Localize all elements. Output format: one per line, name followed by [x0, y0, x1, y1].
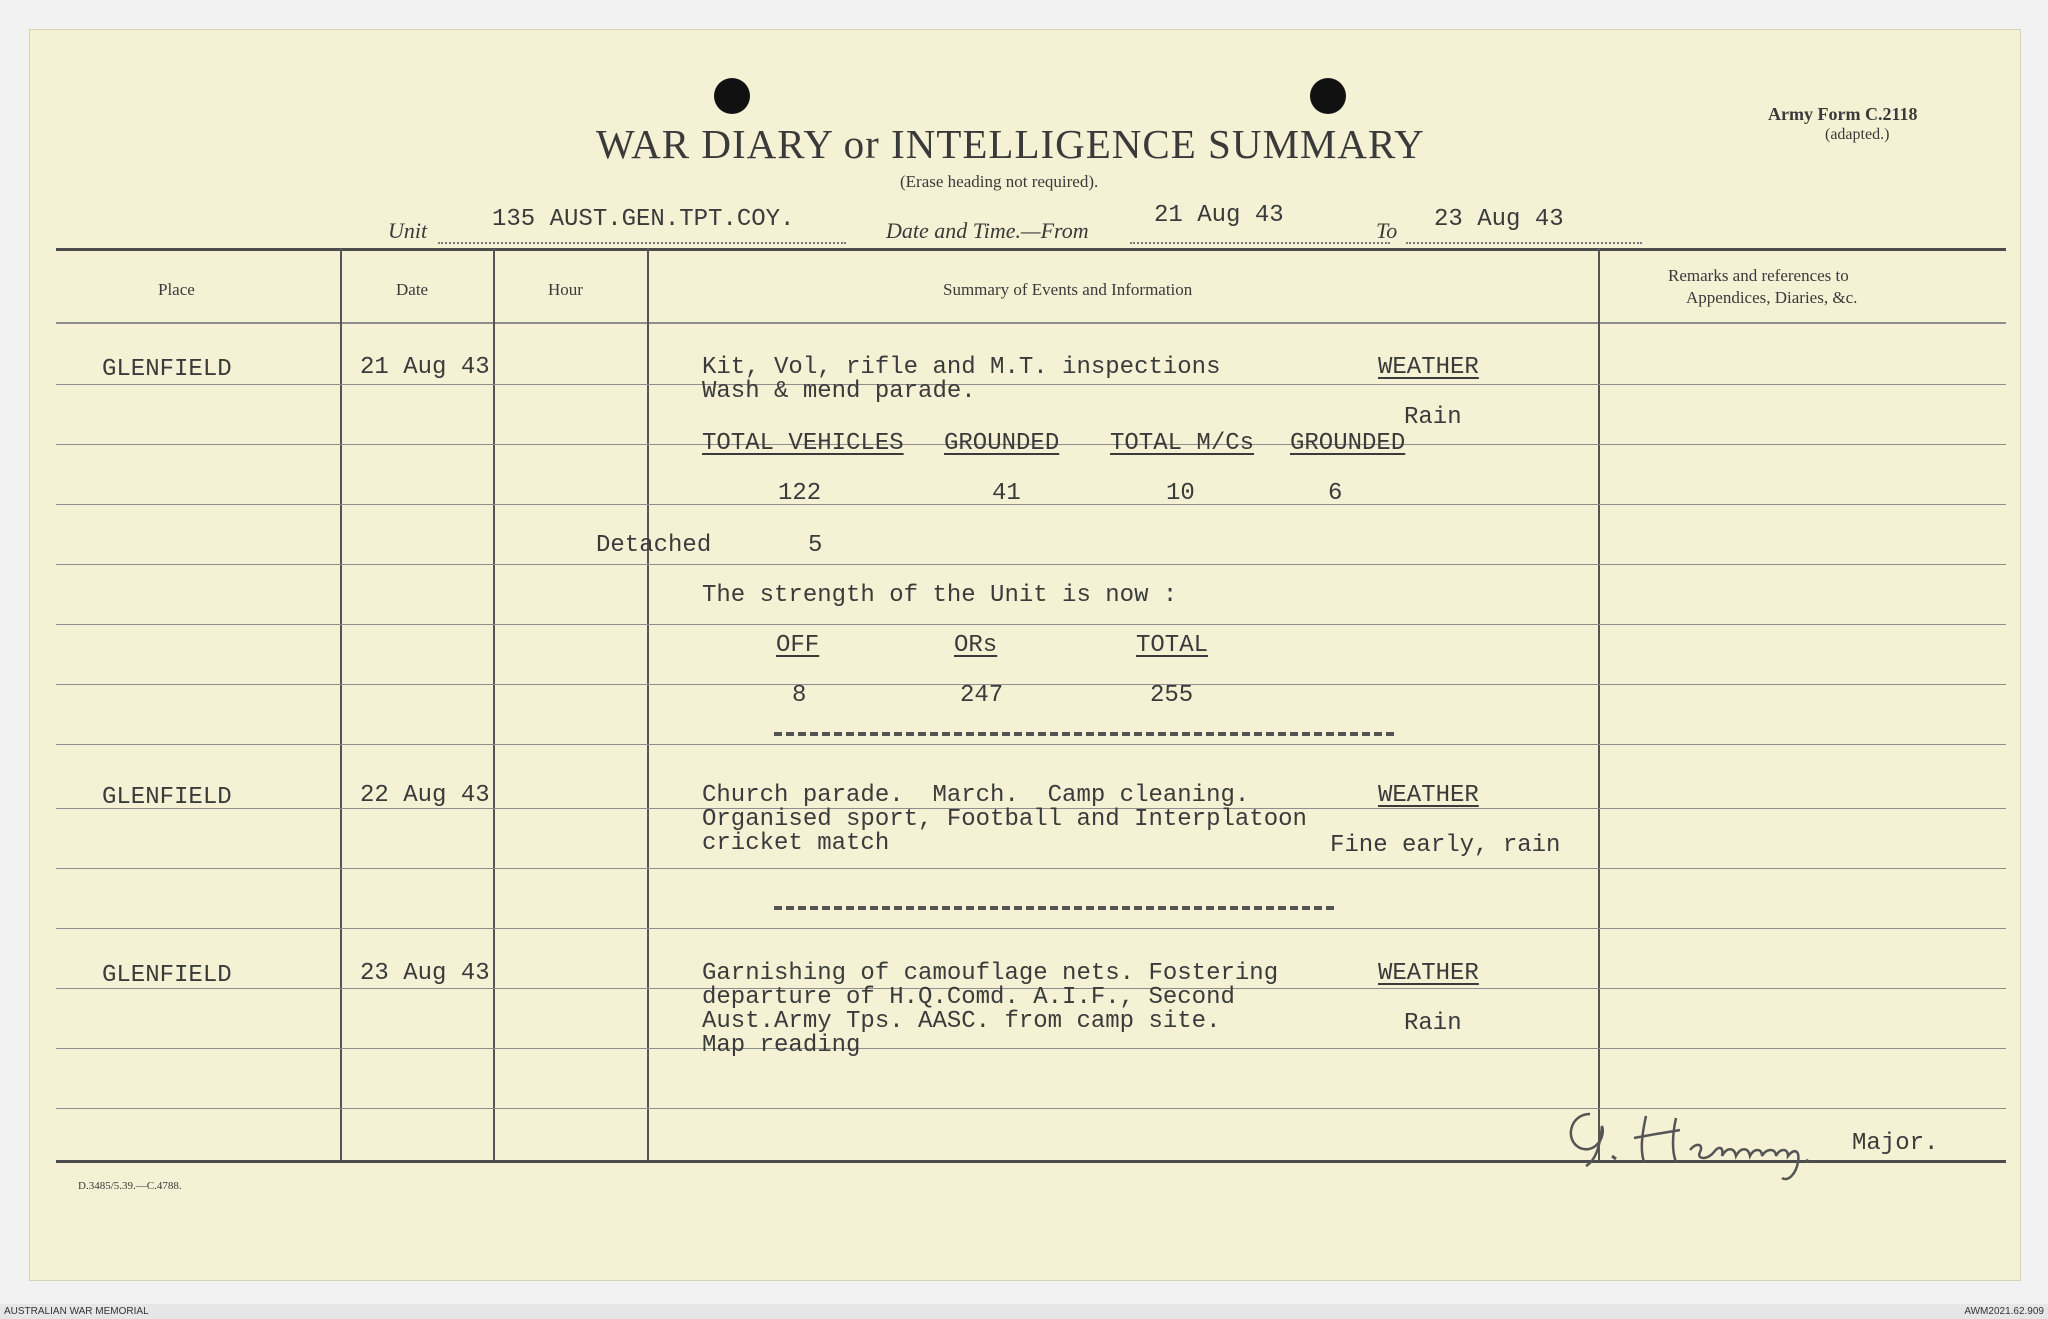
- entry-1-line2: Wash & mend parade.: [702, 378, 976, 405]
- strength-value-off: 8: [792, 682, 807, 709]
- detached-label: Detached: [596, 532, 712, 559]
- entry-1-weather-label: WEATHER: [1378, 354, 1479, 381]
- ruled-line: [56, 504, 2006, 505]
- strength-header-ors: ORs: [954, 632, 998, 659]
- vehicles-value-mcs: 10: [1166, 480, 1195, 507]
- archive-footer-bar: [0, 1304, 2048, 1319]
- strength-value-ors: 247: [960, 682, 1004, 709]
- entry-2-line2: Organised sport, Football and Interplatoon: [702, 806, 1307, 833]
- entry-3-line1: Garnishing of camouflage nets. Fostering: [702, 960, 1279, 987]
- archive-credit: AUSTRALIAN WAR MEMORIAL: [4, 1306, 149, 1317]
- table-top-rule: [56, 248, 2006, 251]
- ruled-line: [56, 384, 2006, 385]
- ruled-line: [56, 868, 2006, 869]
- date-label: Date and Time.—From: [886, 218, 1089, 243]
- date-to-value: 23 Aug 43: [1434, 206, 1564, 233]
- entry-3-line3: Aust.Army Tps. AASC. from camp site.: [702, 1008, 1221, 1035]
- table-header-rule: [56, 322, 2006, 324]
- col-header-remarks-line1: Remarks and references to: [1668, 266, 1849, 285]
- unit-value: 135 AUST.GEN.TPT.COY.: [492, 206, 795, 233]
- handwritten-signature: [1550, 1090, 1890, 1190]
- vehicles-value-grounded: 41: [992, 480, 1021, 507]
- entry-3-line2: departure of H.Q.Comd. A.I.F., Second: [702, 984, 1235, 1011]
- entry-2-line3: cricket match: [702, 830, 890, 857]
- date-from-dotted-line: [1130, 242, 1390, 244]
- unit-dotted-line: [438, 242, 846, 244]
- vehicles-value-total: 122: [778, 480, 822, 507]
- vehicles-header-total: TOTAL VEHICLES: [702, 430, 904, 457]
- entry-2-place: GLENFIELD: [102, 784, 232, 811]
- entry-1-weather: Rain: [1404, 404, 1462, 431]
- date-to-dotted-line: [1406, 242, 1642, 244]
- diary-sheet: [30, 30, 2020, 1280]
- ruled-line: [56, 744, 2006, 745]
- col-header-summary: Summary of Events and Information: [943, 280, 1193, 299]
- entry-2-separator: [774, 906, 1334, 910]
- form-note: (adapted.): [1825, 126, 1890, 143]
- strength-text: The strength of the Unit is now :: [702, 582, 1178, 609]
- strength-header-off: OFF: [776, 632, 820, 659]
- entry-2-weather: Fine early, rain: [1330, 832, 1561, 859]
- punch-hole-right: [1310, 78, 1346, 114]
- entry-3-weather: Rain: [1404, 1010, 1462, 1037]
- form-number: Army Form C.2118: [1768, 104, 1918, 124]
- signature-rank: Major.: [1852, 1130, 1939, 1157]
- strength-header-total: TOTAL: [1136, 632, 1209, 659]
- detached-value: 5: [808, 532, 823, 559]
- entry-3-date: 23 Aug 43: [360, 960, 490, 987]
- to-label: To: [1376, 218, 1398, 243]
- ruled-line: [56, 564, 2006, 565]
- col-header-place: Place: [158, 280, 195, 299]
- entry-1-separator: [774, 732, 1394, 736]
- ruled-line: [56, 684, 2006, 685]
- entry-2-date: 22 Aug 43: [360, 782, 490, 809]
- archive-reference: AWM2021.62.909: [1964, 1306, 2044, 1317]
- col-header-hour: Hour: [548, 280, 583, 299]
- form-title: WAR DIARY or INTELLIGENCE SUMMARY: [596, 121, 1425, 167]
- entry-3-line4: Map reading: [702, 1032, 861, 1059]
- form-subtitle: (Erase heading not required).: [900, 172, 1099, 191]
- punch-hole-left: [714, 78, 750, 114]
- vehicles-header-grounded: GROUNDED: [944, 430, 1060, 457]
- vehicles-value-mcs-grounded: 6: [1328, 480, 1343, 507]
- print-code: D.3485/5.39.—C.4788.: [78, 1180, 182, 1192]
- ruled-line: [56, 928, 2006, 929]
- vehicles-header-mcs-grounded: GROUNDED: [1290, 430, 1406, 457]
- entry-2-line1: Church parade. March. Camp cleaning.: [702, 782, 1250, 809]
- vehicles-header-mcs: TOTAL M/Cs: [1110, 430, 1255, 457]
- ruled-line: [56, 1048, 2006, 1049]
- col-header-remarks-line2: Appendices, Diaries, &c.: [1686, 288, 1858, 307]
- entry-2-weather-label: WEATHER: [1378, 782, 1479, 809]
- entry-1-line1: Kit, Vol, rifle and M.T. inspections: [702, 354, 1221, 381]
- strength-value-total: 255: [1150, 682, 1194, 709]
- entry-3-weather-label: WEATHER: [1378, 960, 1479, 987]
- entry-3-place: GLENFIELD: [102, 962, 232, 989]
- col-header-date: Date: [396, 280, 429, 299]
- entry-1-date: 21 Aug 43: [360, 354, 490, 381]
- entry-1-place: GLENFIELD: [102, 356, 232, 383]
- ruled-line: [56, 624, 2006, 625]
- unit-label: Unit: [388, 218, 428, 243]
- date-from-value: 21 Aug 43: [1154, 202, 1284, 229]
